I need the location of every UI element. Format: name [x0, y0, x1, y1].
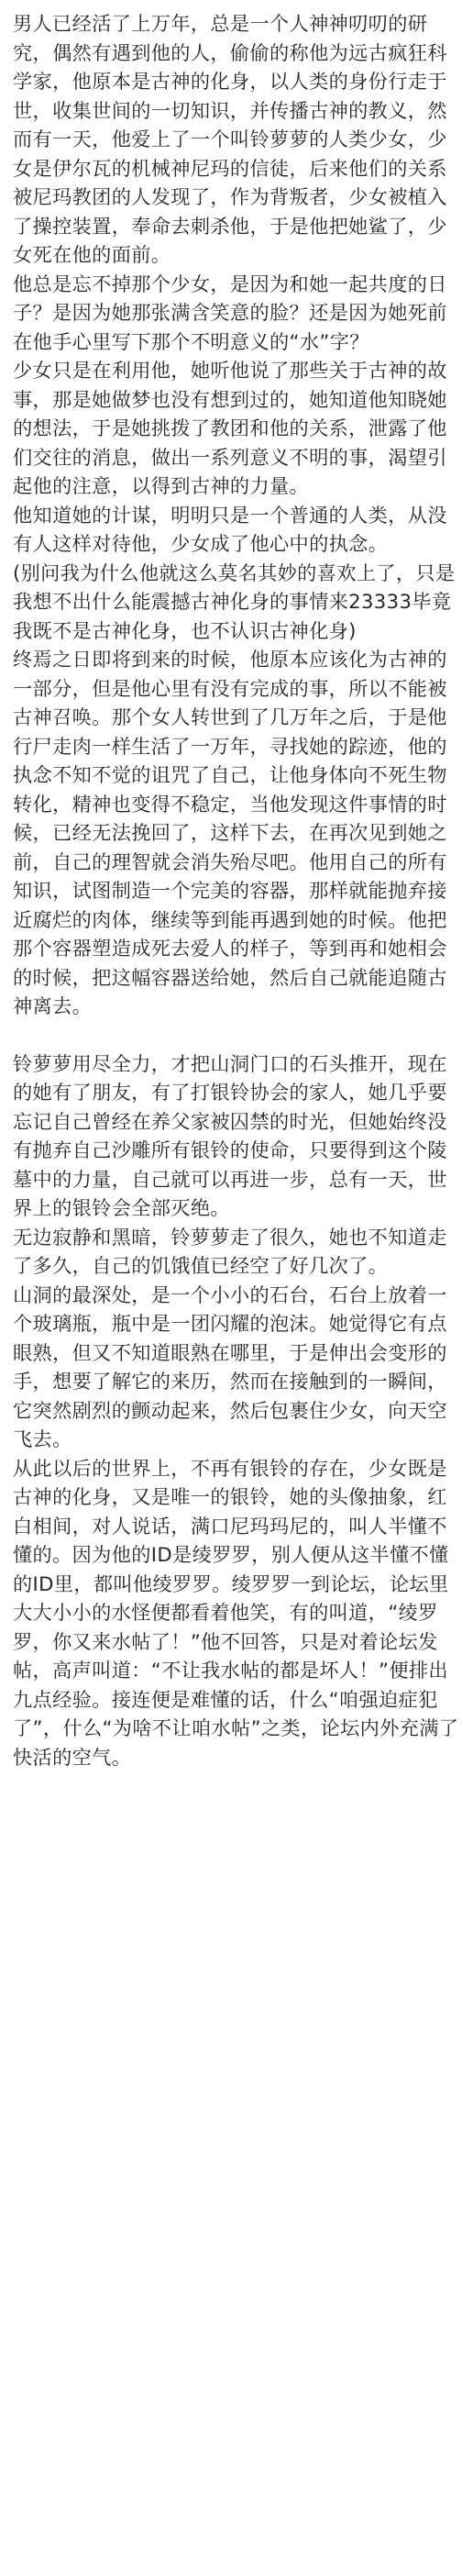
- paragraph: 山洞的最深处，是一个小小的石台，石台上放着一个玻璃瓶，瓶中是一团闪耀的泡沫。她觉得它有点眼熟，但又不知道眼熟在哪里，于是伸出会变形的手，想要了解它的来历，然而在接触到的一瞬间，它突然剧烈的颤动起来，然后包裹住少女，向天空飞去。: [13, 1282, 447, 1450]
- paragraph: 男人已经活了上万年，总是一个人神神叨叨的研究，偶然有遇到他的人，偷偷的称他为远古疯狂科学家，他原本是古神的化身，以人类的身份行走于世，收集世间的一切知识，并传播古神的教义，然而有一天，他爱上了一个叫铃萝萝的人类少女，少女是伊尔瓦的机械神尼玛的信徒，后来他们的关系被尼玛教团的人发现了，作为背叛者，少女被植入了操控装置，奉命去刺杀他，于是他把她鲨了，少女死在他的面前。: [13, 12, 447, 266]
- paragraph: 铃萝萝用尽全力，才把山洞门口的石头推开，现在的她有了朋友，有了打银铃协会的家人，她几乎要忘记自己曾经在养父家被囚禁的时光，但她始终没有抛弃自己沙雕所有银铃的使命，只要得到这个陵墓中的力量，自己就可以再进一步，总有一天，世界上的银铃会全部灭绝。: [13, 1051, 447, 1219]
- paragraph: 终焉之日即将到来的时候，他原本应该化为古神的一部分，但是他心里有没有完成的事，所以不能被古神召唤。那个女人转世到了几万年之后，于是他行尸走肉一样生活了一万年，寻找她的踪迹，他的执念不知不觉的诅咒了自己，让他身体向不死生物转化，精神也变得不稳定，当他发现这件事情的时候，已经无法挽回了，这样下去，在再次见到她之前，自己的理智就会消失殆尽吧。他用自己的所有知识，试图制造一个完美的容器，那样就能抛弃接近腐烂的肉体，继续等到能再遇到她的时候。他把那个容器塑造成死去爱人的样子，等到再和她相会的时候，把这幅容器送给她，然后自己就能追随古神离去。: [13, 648, 447, 1017]
- paragraph: (别问我为什么他就这么莫名其妙的喜欢上了，只是我想不出什么能震撼古神化身的事情来23333毕竟我既不是古神化身，也不认识古神化身): [13, 561, 456, 642]
- paragraph: 从此以后的世界上，不再有银铃的存在，少女既是古神的化身，又是唯一的银铃，她的头像抽象，红白相间，对人说话，满口尼玛玛尼的，叫人半懂不懂的。因为他的ID是绫罗罗，别人便从这半懂不懂的ID里，都叫他绫罗罗。绫罗罗一到论坛，论坛里大大小小的水怪便都看着他笑，有的叫道，“绫罗罗，你又来水帖了！”他不回答，只是对着论坛发帖，高声叫道：“不让我水帖的都是坏人！”便排出九点经验。接连便是难懂的话，什么“咱强迫症犯了”，什么“为啥不让咱水帖”之类，论坛内外充满了快活的空气。: [13, 1456, 459, 1769]
- paragraph: 他总是忘不掉那个少女，是因为和她一起共度的日子？是因为她那张满含笑意的脸？还是因为她死前在他手心里写下那个不明意义的“水”字？: [13, 272, 447, 353]
- paragraph: 他知道她的计谋，明明只是一个普通的人类，从没有人这样对待他，少女成了他心中的执念。: [13, 503, 447, 555]
- paragraph: 无边寂静和黑暗，铃萝萝走了很久，她也不知道走了多久，自己的饥饿值已经空了好几次了。: [13, 1225, 447, 1277]
- paragraph-spacer: [13, 1021, 460, 1049]
- paragraph: 少女只是在利用他，她听他说了那些关于古神的故事，那是她做梦也没有想到过的，她知道他知晓她的想法，于是她挑拨了教团和他的关系，泄露了他们交往的消息，做出一系列意义不明的事，渴望引起他的注意，以得到古神的力量。: [13, 359, 447, 497]
